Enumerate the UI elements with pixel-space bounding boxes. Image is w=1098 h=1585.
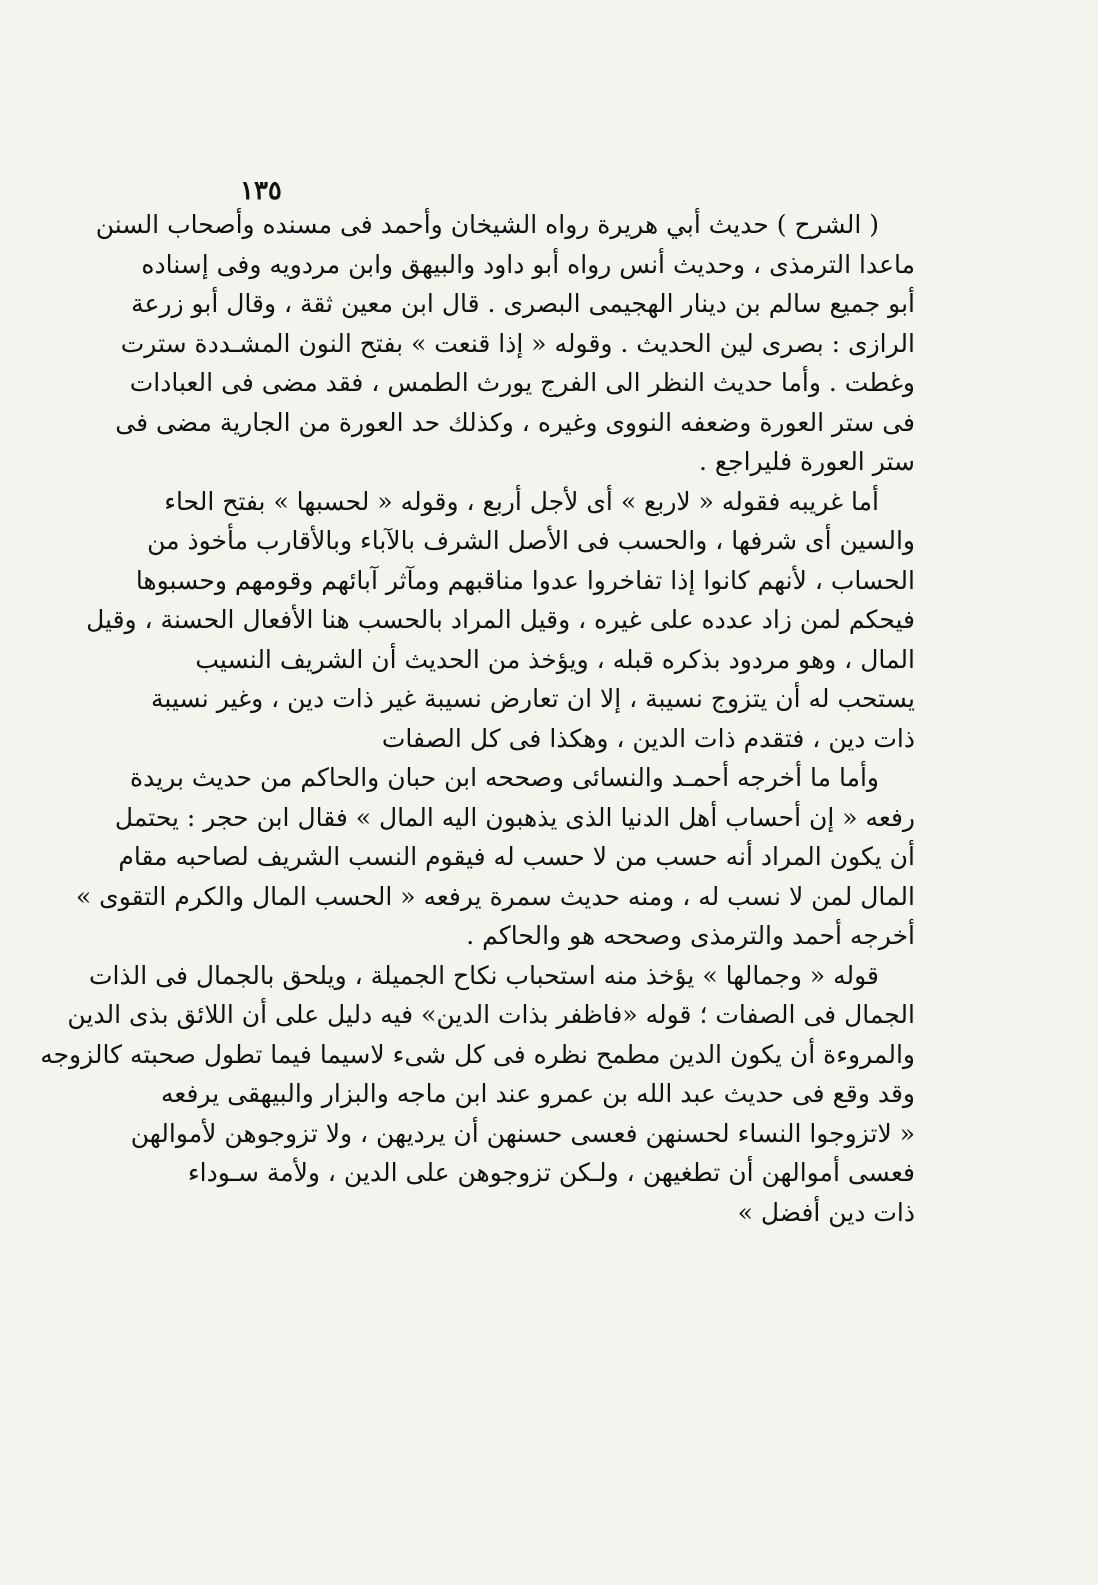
text-line: أبو جميع سالم بن دينار الهجيمى البصرى . قال ابن معين ثقة ، وقال أبو زرعة	[131, 289, 915, 318]
text-line: والسين أى شرفها ، والحسب فى الأصل الشرف بالآباء وبالأقارب مأخوذ من	[147, 526, 915, 555]
text-line: ذات دين أفضل »	[737, 1197, 915, 1227]
text-line: أخرجه أحمد والترمذى وصححه هو والحاكم .	[466, 921, 915, 950]
text-line: ستر العورة فليراجع .	[698, 447, 915, 476]
paragraph-hadith-buraidah	[75, 758, 915, 956]
text-line: فعسى أموالهن أن تطغيهن ، ولـكن تزوجوهن على الدين ، ولأمة سـوداء	[187, 1158, 915, 1187]
text-line: المال لمن لا نسب له ، ومنه حديث سمرة يرفعه « الحسب المال والكرم التقوى »	[75, 881, 915, 911]
text-line: فيحكم لمن زاد عدده على غيره ، وقيل المراد بالحسب هنا الأفعال الحسنة ، وقيل	[86, 605, 915, 634]
text-line: أن يكون المراد أنه حسب من لا حسب له فيقوم النسب الشريف لصاحبه مقام	[118, 842, 915, 871]
text-line: ( الشرح ) حديث أبي هريرة رواه الشيخان وأحمد فى مسنده وأصحاب السنن	[95, 210, 879, 239]
text-line: يستحب له أن يتزوج نسيبة ، إلا ان تعارض نسيبة غير ذات دين ، وغير نسيبة	[151, 684, 915, 713]
text-line: وغطت . وأما حديث النظر الى الفرج يورث الطمس ، فقد مضى فى العبادات	[129, 368, 915, 397]
text-line: ذات دين ، فتقدم ذات الدين ، وهكذا فى كل الصفات	[381, 723, 915, 753]
paragraph-commentary	[95, 205, 915, 482]
text-line: وقد وقع فى حديث عبد الله بن عمرو عند ابن ماجه والبزار والبيهقى يرفعه	[161, 1079, 915, 1108]
text-line: الرازى : بصرى لين الحديث . وقوله « إذا قنعت » بفتح النون المشـددة سترت	[120, 328, 915, 358]
text-line: أما غريبه فقوله « لاربع » أى لأجل أربع ، وقوله « لحسبها » بفتح الحاء	[164, 486, 879, 516]
page-text	[40, 205, 915, 1232]
text-line: الجمال فى الصفات ؛ قوله «فاظفر بذات الدين» فيه دليل على أن اللائق بذى الدين	[67, 1000, 915, 1029]
text-line: المال ، وهو مردود بذكره قبله ، ويؤخذ من الحديث أن الشريف النسيب	[195, 644, 915, 674]
text-line: فى ستر العورة وضعفه النووى وغيره ، وكذلك حد العورة من الجارية مضى فى	[115, 407, 915, 437]
text-line: الحساب ، لأنهم كانوا إذا تفاخروا عدوا مناقبهم ومآثر آبائهم وقومهم وحسبوها	[135, 565, 915, 595]
page-number: ١٣٥	[240, 176, 282, 206]
paragraph-vocabulary	[86, 482, 915, 759]
text-line: قوله « وجمالها » يؤخذ منه استحباب نكاح الجميلة ، ويلحق بالجمال فى الذات	[89, 960, 879, 990]
text-line: « لاتزوجوا النساء لحسنهن فعسى حسنهن أن يرديهن ، ولا تزوجوهن لأموالهن	[130, 1118, 915, 1148]
text-line: والمروءة أن يكون الدين مطمح نظره فى كل شىء لاسيما فيما تطول صحبته كالزوجه	[40, 1039, 915, 1069]
text-line: رفعه « إن أحساب أهل الدنيا الذى يذهبون اليه المال » فقال ابن حجر : يحتمل	[114, 802, 915, 832]
text-line: وأما ما أخرجه أحمـد والنسائى وصححه ابن حبان والحاكم من حديث بريدة	[130, 763, 879, 792]
text-line: ماعدا الترمذى ، وحديث أنس رواه أبو داود والبيهق وابن مردويه وفى إسناده	[141, 249, 915, 279]
paragraph-beauty	[40, 956, 915, 1233]
